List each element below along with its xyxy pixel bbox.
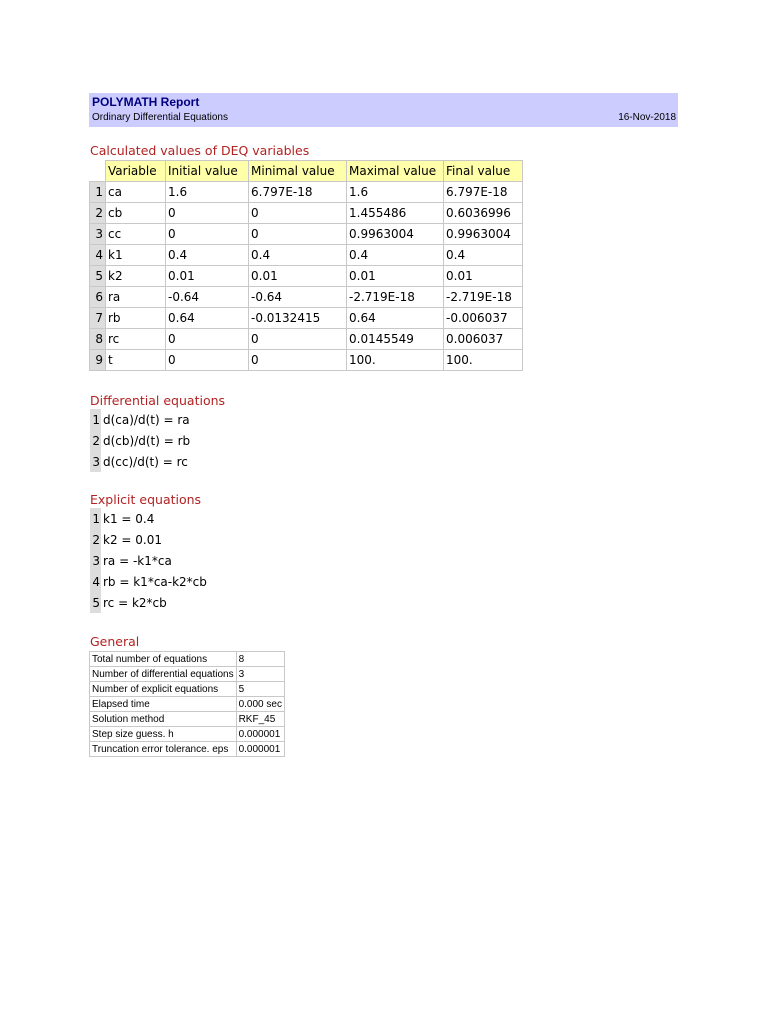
general-row <box>90 742 285 757</box>
cell-variable: cb <box>106 203 166 224</box>
equation-row <box>90 409 192 430</box>
general-label: Total number of equations <box>90 652 237 667</box>
row-index-cell: 5 <box>90 266 106 287</box>
equation-text: k2 = 0.01 <box>103 532 162 547</box>
general-label: Step size guess. h <box>90 727 237 742</box>
cell-variable: cc <box>106 224 166 245</box>
general-row <box>90 712 285 727</box>
cell-variable: t <box>106 350 166 371</box>
cell-initial: 0 <box>166 224 249 245</box>
cell-minimal: 0.4 <box>249 245 347 266</box>
equation-index: 2 <box>90 430 101 451</box>
equation-row <box>90 451 192 472</box>
cell-maximal: 1.455486 <box>347 203 444 224</box>
cell-maximal: 0.4 <box>347 245 444 266</box>
report-header <box>89 93 678 127</box>
general-value: 5 <box>236 682 284 697</box>
equation-row <box>90 571 209 592</box>
general-label: Truncation error tolerance. eps <box>90 742 237 757</box>
column-header-maximal: Maximal value <box>347 161 444 182</box>
equation-text: d(cc)/d(t) = rc <box>103 454 188 469</box>
cell-initial: 0.64 <box>166 308 249 329</box>
cell-variable: ca <box>106 182 166 203</box>
equation-row <box>90 508 209 529</box>
cell-initial: 0 <box>166 329 249 350</box>
report-subtitle: Ordinary Differential Equations <box>92 112 228 123</box>
differential-section-title: Differential equations <box>90 393 226 408</box>
cell-initial: -0.64 <box>166 287 249 308</box>
cell-variable: ra <box>106 287 166 308</box>
cell-final: 0.4 <box>444 245 523 266</box>
cell-minimal: 0.01 <box>249 266 347 287</box>
equation-index: 4 <box>90 571 101 592</box>
cell-maximal: -2.719E-18 <box>347 287 444 308</box>
row-index-cell: 4 <box>90 245 106 266</box>
cell-initial: 0.4 <box>166 245 249 266</box>
equation-row <box>90 550 209 571</box>
row-index-cell: 8 <box>90 329 106 350</box>
general-row <box>90 667 285 682</box>
equation-index: 5 <box>90 592 101 613</box>
table-header-row <box>90 161 523 182</box>
cell-initial: 0 <box>166 350 249 371</box>
general-row <box>90 652 285 667</box>
table-row <box>90 266 523 287</box>
cell-final: -2.719E-18 <box>444 287 523 308</box>
cell-final: 6.797E-18 <box>444 182 523 203</box>
table-row <box>90 350 523 371</box>
equation-text: d(cb)/d(t) = rb <box>103 433 191 448</box>
equation-text: rb = k1*ca-k2*cb <box>103 574 207 589</box>
cell-minimal: -0.0132415 <box>249 308 347 329</box>
cell-minimal: 6.797E-18 <box>249 182 347 203</box>
table-row <box>90 203 523 224</box>
column-header-initial: Initial value <box>166 161 249 182</box>
cell-final: -0.006037 <box>444 308 523 329</box>
general-row <box>90 697 285 712</box>
equation-index: 1 <box>90 409 101 430</box>
table-row <box>90 182 523 203</box>
general-label: Elapsed time <box>90 697 237 712</box>
general-settings-table <box>89 651 285 757</box>
equation-row <box>90 592 209 613</box>
general-label: Number of explicit equations <box>90 682 237 697</box>
explicit-equations-list <box>90 508 209 613</box>
header-index-cell <box>90 161 106 182</box>
row-index-cell: 2 <box>90 203 106 224</box>
column-header-minimal: Minimal value <box>249 161 347 182</box>
column-header-variable: Variable <box>106 161 166 182</box>
cell-variable: k2 <box>106 266 166 287</box>
row-index-cell: 7 <box>90 308 106 329</box>
general-section-title: General <box>90 634 140 649</box>
equation-text: rc = k2*cb <box>103 595 167 610</box>
general-label: Number of differential equations <box>90 667 237 682</box>
report-date: 16-Nov-2018 <box>618 112 676 123</box>
cell-variable: rb <box>106 308 166 329</box>
cell-initial: 0 <box>166 203 249 224</box>
cell-variable: k1 <box>106 245 166 266</box>
equation-text: d(ca)/d(t) = ra <box>103 412 190 427</box>
equation-row <box>90 529 209 550</box>
table-row <box>90 224 523 245</box>
cell-minimal: 0 <box>249 329 347 350</box>
cell-final: 100. <box>444 350 523 371</box>
equation-index: 3 <box>90 550 101 571</box>
cell-maximal: 0.01 <box>347 266 444 287</box>
deq-variables-table <box>89 160 523 371</box>
equation-text: ra = -k1*ca <box>103 553 172 568</box>
row-index-cell: 6 <box>90 287 106 308</box>
cell-maximal: 0.64 <box>347 308 444 329</box>
cell-minimal: 0 <box>249 350 347 371</box>
row-index-cell: 3 <box>90 224 106 245</box>
equation-text: k1 = 0.4 <box>103 511 155 526</box>
table-row <box>90 287 523 308</box>
cell-final: 0.01 <box>444 266 523 287</box>
general-value: 0.000001 <box>236 742 284 757</box>
row-index-cell: 9 <box>90 350 106 371</box>
cell-initial: 1.6 <box>166 182 249 203</box>
cell-initial: 0.01 <box>166 266 249 287</box>
cell-maximal: 100. <box>347 350 444 371</box>
general-row <box>90 727 285 742</box>
cell-maximal: 1.6 <box>347 182 444 203</box>
cell-minimal: -0.64 <box>249 287 347 308</box>
equation-index: 3 <box>90 451 101 472</box>
column-header-final: Final value <box>444 161 523 182</box>
cell-final: 0.6036996 <box>444 203 523 224</box>
table-row <box>90 308 523 329</box>
general-value: 3 <box>236 667 284 682</box>
cell-variable: rc <box>106 329 166 350</box>
general-value: 8 <box>236 652 284 667</box>
report-title: POLYMATH Report <box>92 95 200 109</box>
general-row <box>90 682 285 697</box>
equation-index: 1 <box>90 508 101 529</box>
table-row <box>90 245 523 266</box>
cell-maximal: 0.0145549 <box>347 329 444 350</box>
cell-final: 0.006037 <box>444 329 523 350</box>
general-value: 0.000 sec <box>236 697 284 712</box>
explicit-section-title: Explicit equations <box>90 492 202 507</box>
cell-minimal: 0 <box>249 203 347 224</box>
equation-index: 2 <box>90 529 101 550</box>
general-value: RKF_45 <box>236 712 284 727</box>
table-row <box>90 329 523 350</box>
cell-minimal: 0 <box>249 224 347 245</box>
equation-row <box>90 430 192 451</box>
deq-section-title: Calculated values of DEQ variables <box>90 143 310 158</box>
differential-equations-list <box>90 409 192 472</box>
general-value: 0.000001 <box>236 727 284 742</box>
general-label: Solution method <box>90 712 237 727</box>
cell-maximal: 0.9963004 <box>347 224 444 245</box>
cell-final: 0.9963004 <box>444 224 523 245</box>
row-index-cell: 1 <box>90 182 106 203</box>
